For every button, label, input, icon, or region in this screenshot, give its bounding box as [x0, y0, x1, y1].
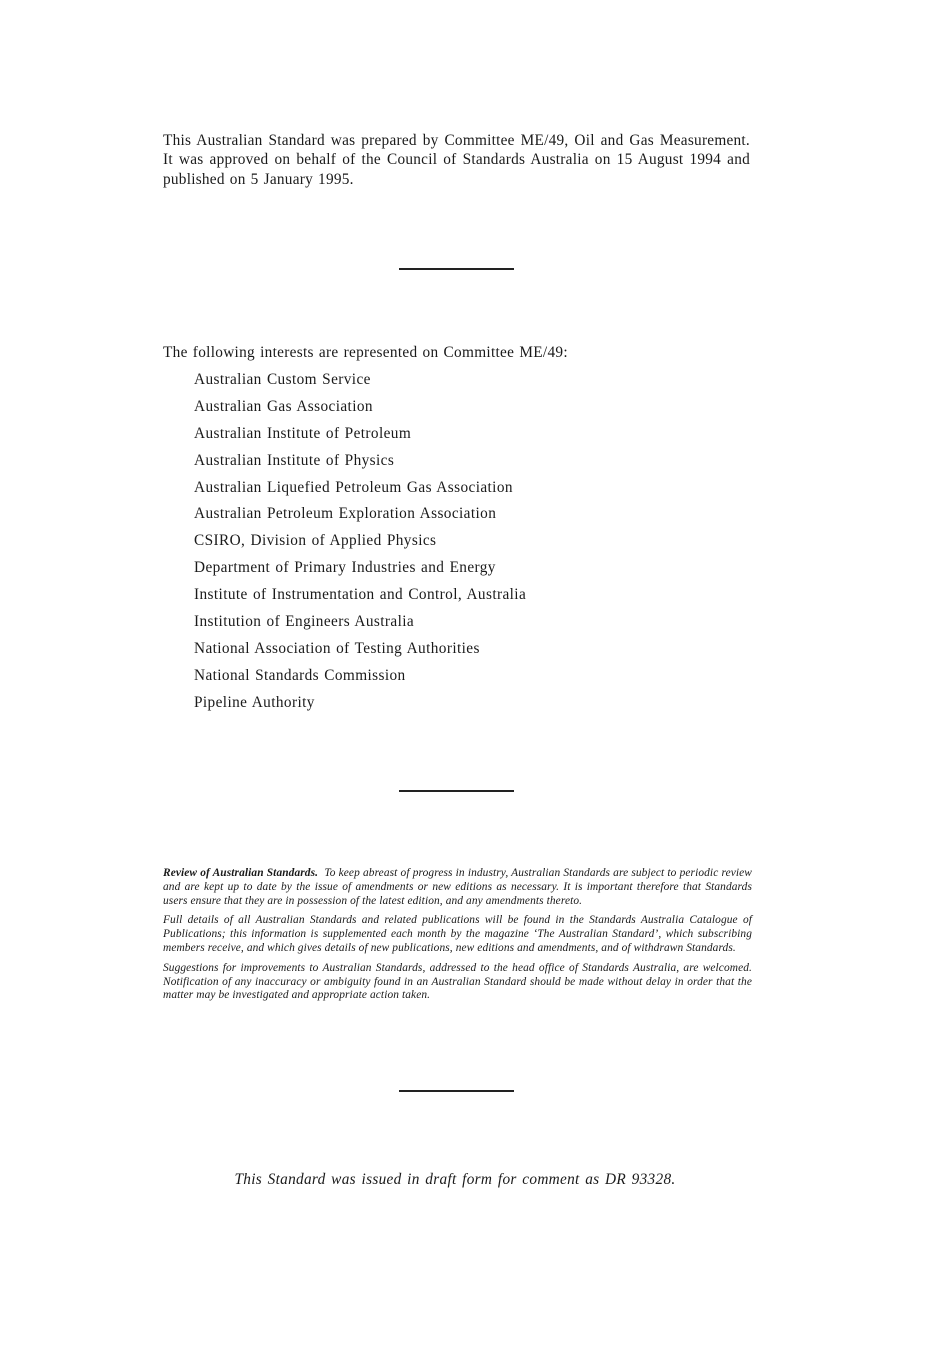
list-item: National Association of Testing Authorities [194, 639, 480, 657]
full-details-paragraph: Full details of all Australian Standards and related publications will be found in the Standards Australia Catalogue of Publications; this information is supplemented each month by the magazine ‘The Australian Standard’, which subscribing members receive, and which gives details of new publications, new editions and amendments, and of withdrawn Standards. [163, 914, 752, 954]
list-item: Pipeline Authority [194, 693, 315, 711]
review-title: Review of Australian Standards. [163, 867, 319, 879]
list-item: Australian Liquefied Petroleum Gas Association [194, 478, 513, 496]
list-item: National Standards Commission [194, 666, 406, 684]
interests-heading: The following interests are represented on Committee ME/49: [163, 344, 568, 361]
list-item: Australian Institute of Petroleum [194, 424, 412, 442]
divider-3 [399, 1090, 514, 1092]
approval-statement: This Australian Standard was prepared by Committee ME/49, Oil and Gas Measurement. It was approved on behalf of the Council of Standards Australia on 15 August 1994 and published on 5 January 1995. [163, 132, 750, 188]
list-item: Institute of Instrumentation and Control, Australia [194, 586, 527, 604]
review-paragraph [163, 867, 752, 908]
committee-interests-list [194, 370, 526, 720]
suggestions-paragraph: Suggestions for improvements to Australian Standards, addressed to the head office of Standards Australia, are welcomed. Notification of any inaccuracy or ambiguity found in an Australian Standard should be made without delay in order that the matter may be investigated and appropriate action taken. [163, 961, 752, 1002]
list-item: Australian Custom Service [194, 371, 371, 388]
list-item: Australian Petroleum Exploration Association [194, 505, 497, 523]
list-item: CSIRO, Division of Applied Physics [194, 532, 437, 550]
review-text: To keep abreast of progress in industry, Australian Standards are subject to periodic review and are kept up to date by the issue of amendments or new editions as necessary. It is important therefore that Standards users ensure that they are in possession of the latest edition, and any amendments thereto. [163, 867, 752, 907]
list-item: Australian Institute of Physics [194, 451, 395, 469]
divider-2 [399, 790, 514, 792]
divider-1 [399, 268, 514, 270]
draft-note: This Standard was issued in draft form for comment as DR 93328. [234, 1171, 676, 1188]
list-item: Institution of Engineers Australia [194, 613, 415, 631]
list-item: Australian Gas Association [194, 397, 373, 415]
list-item: Department of Primary Industries and Energy [194, 559, 496, 577]
review-notes [163, 867, 752, 1009]
